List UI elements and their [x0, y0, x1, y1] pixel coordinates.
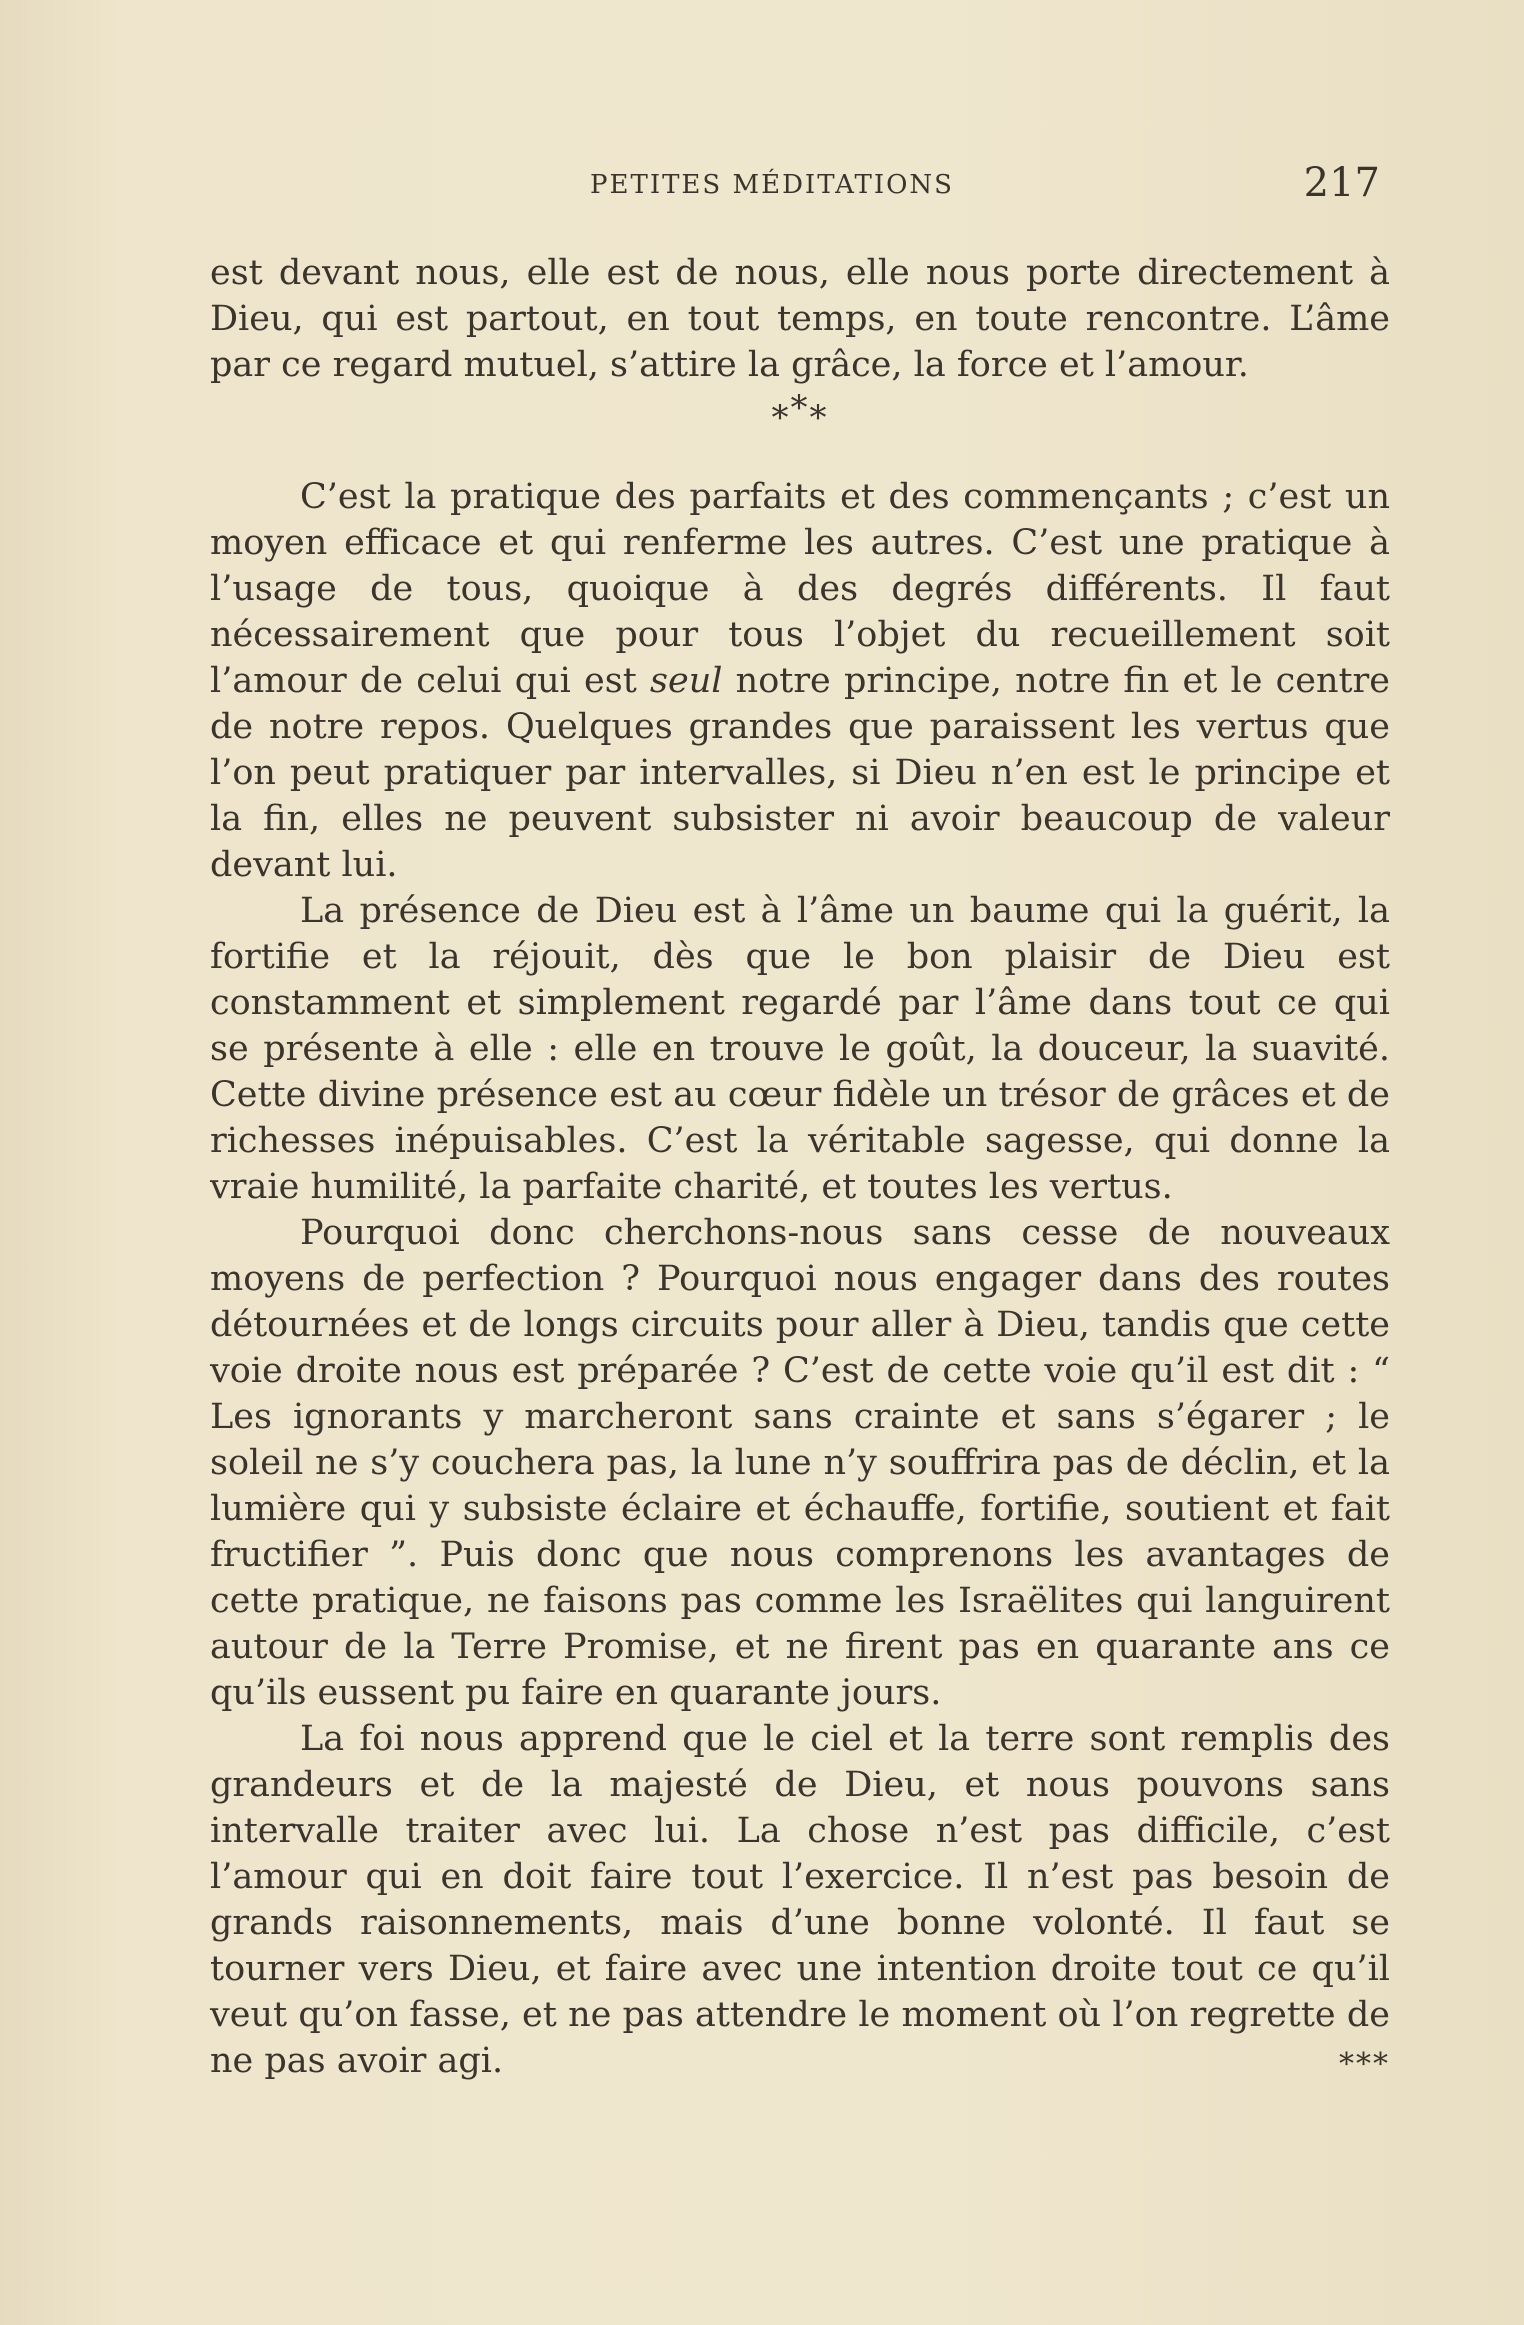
body-text — [210, 250, 1390, 2088]
separator-star-left: * — [771, 398, 791, 438]
paragraph-5-text: La foi nous apprend que le ciel et la terre sont remplis des grandeurs et de la majesté de Dieu, et nous pouvons sans intervalle traiter avec lui. La chose n’est pas difficile, c’est l’amour qui en doit faire tout l’exercice. Il n’est pas besoin de grands raisonnements, mais d’une bonne volonté. Il faut se tourner vers Dieu, et faire avec une intention droite tout ce qu’il veut qu’on fasse, et ne pas attendre le moment où l’on regrette de ne pas avoir agi. — [210, 1719, 1390, 2081]
emphasis-seul: seul — [650, 661, 723, 701]
paragraph-2-part-b: notre principe, notre fin et le centre de notre repos. Quelques grandes que paraissent les vertus que l’on peut pratiquer par intervalles, si Dieu n’en est le principe et la fin, elles ne peuvent subsister ni avoir beaucoup de valeur devant lui. — [210, 661, 1390, 885]
paragraph-2 — [210, 474, 1390, 888]
paragraph-1: est devant nous, elle est de nous, elle nous porte directement à Dieu, qui est partout, en tout temps, en toute rencontre. L’âme par ce regard mutuel, s’attire la grâce, la force et l’amour. — [210, 253, 1390, 385]
paragraph-4: Pourquoi donc cherchons-nous sans cesse de nouveaux moyens de perfection ? Pourquoi nous engager dans des routes détournées et de longs circuits pour aller à Dieu, tandis que cette voie droite nous est préparée ? C’est de cette voie qu’il est dit : “ Les ignorants y marcheront sans crainte et sans s’égarer ; le soleil ne s’y couchera pas, la lune n’y souffrira pas de déclin, et la lumière qui y subsiste éclaire et échauffe, fortifie, soutient et fait fructifier ”. Puis donc que nous comprenons les avantages de cette pratique, ne faisons pas comme les Israëlites qui languirent autour de la Terre Promise, et ne firent pas en quarante ans ce qu’ils eussent pu faire en quarante jours. — [210, 1213, 1390, 1713]
separator-star-middle: * — [790, 388, 810, 428]
paragraph-2-part-a: C’est la pratique des parfaits et des commençants ; c’est un moyen efficace et qui renferme les autres. C’est une pratique à l’usage de tous, quoique à des degrés différents. Il faut nécessairement que pour tous l’objet du recueillement soit l’amour de celui qui est — [210, 477, 1390, 701]
separator-star-right: * — [809, 398, 829, 438]
page-number: 217 — [1303, 160, 1380, 206]
page-header — [210, 160, 1380, 210]
paragraph-5 — [210, 1716, 1390, 2084]
running-title: PETITES MÉDITATIONS — [590, 170, 954, 200]
end-asterism: *** — [1339, 2047, 1390, 2082]
section-separator — [210, 388, 1390, 438]
paragraph-3: La présence de Dieu est à l’âme un baume qui la guérit, la fortifie et la réjouit, dès que le bon plaisir de Dieu est constamment et simplement regardé par l’âme dans tout ce qui se présente à elle : elle en trouve le goût, la douceur, la suavité. Cette divine présence est au cœur fidèle un trésor de grâces et de richesses inépuisables. C’est la véritable sagesse, qui donne la vraie humilité, la parfaite charité, et toutes les vertus. — [210, 891, 1390, 1207]
